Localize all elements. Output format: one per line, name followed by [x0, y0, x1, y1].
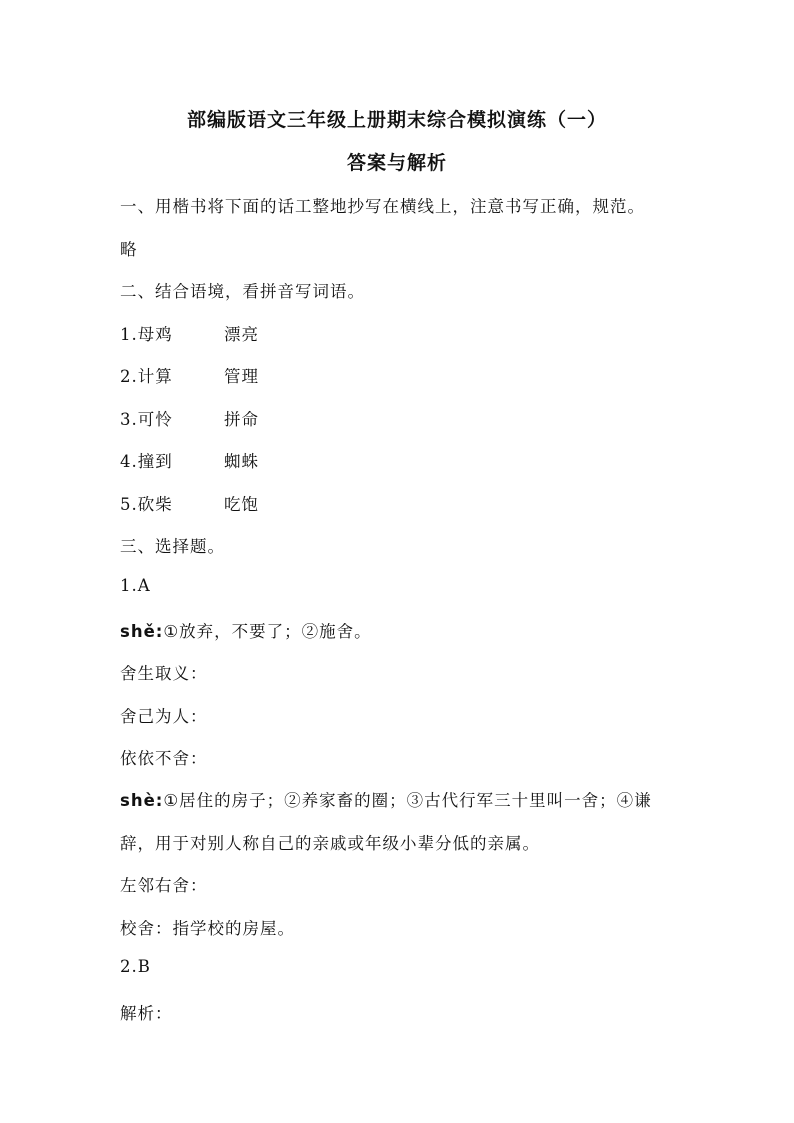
section2-item-5-word-a: 5.砍柴	[120, 495, 173, 514]
word-3: 依依不舍：	[120, 749, 208, 768]
she4-def-text: ①居住的房子；②养家畜的圈；③古代行军三十里叫一舍；④谦	[163, 791, 652, 810]
section2-item-1-word-b: 漂亮	[224, 325, 259, 344]
q2-analysis-label: 解析：	[120, 1004, 173, 1023]
section2-item-3	[120, 406, 259, 430]
she4-definition	[120, 787, 652, 811]
section1-heading: 一、用楷书将下面的话工整地抄写在横线上，注意书写正确，规范。	[120, 197, 645, 216]
she3-pinyin: shě:	[120, 622, 164, 641]
section3-heading: 三、选择题。	[120, 537, 225, 556]
she4-definition-cont: 辞，用于对别人称自己的亲戚或年级小辈分低的亲属。	[120, 834, 540, 853]
word-2: 舍己为人：	[120, 707, 208, 726]
q1-answer: 1.A	[120, 576, 151, 595]
section2-item-2-word-b: 管理	[224, 367, 259, 386]
section2-heading: 二、结合语境，看拼音写词语。	[120, 282, 365, 301]
document-subtitle: 答案与解析	[346, 152, 447, 174]
section2-item-1	[120, 321, 259, 345]
document-title: 部编版语文三年级上册期末综合模拟演练（一）	[186, 109, 607, 131]
section1-answer: 略	[120, 240, 138, 259]
section2-item-4-word-b: 蜘蛛	[224, 452, 259, 471]
q2-answer: 2.B	[120, 957, 151, 976]
section2-item-1-word-a: 1.母鸡	[120, 325, 173, 344]
she3-def-text: ①放弃，不要了；②施舍。	[163, 622, 372, 641]
section2-item-2	[120, 363, 259, 387]
she4-pinyin: shè:	[120, 791, 164, 810]
section2-item-3-word-b: 拼命	[224, 410, 259, 429]
word-4: 左邻右舍：	[120, 876, 208, 895]
section2-item-4-word-a: 4.撞到	[120, 452, 173, 471]
section2-item-4	[120, 448, 259, 472]
section2-item-5-word-b: 吃饱	[224, 495, 259, 514]
section2-item-3-word-a: 3.可怜	[120, 410, 173, 429]
word-5: 校舍：指学校的房屋。	[120, 919, 295, 938]
section2-item-5	[120, 491, 259, 515]
section2-item-2-word-a: 2.计算	[120, 367, 173, 386]
word-1: 舍生取义：	[120, 664, 208, 683]
she3-definition	[120, 618, 372, 642]
